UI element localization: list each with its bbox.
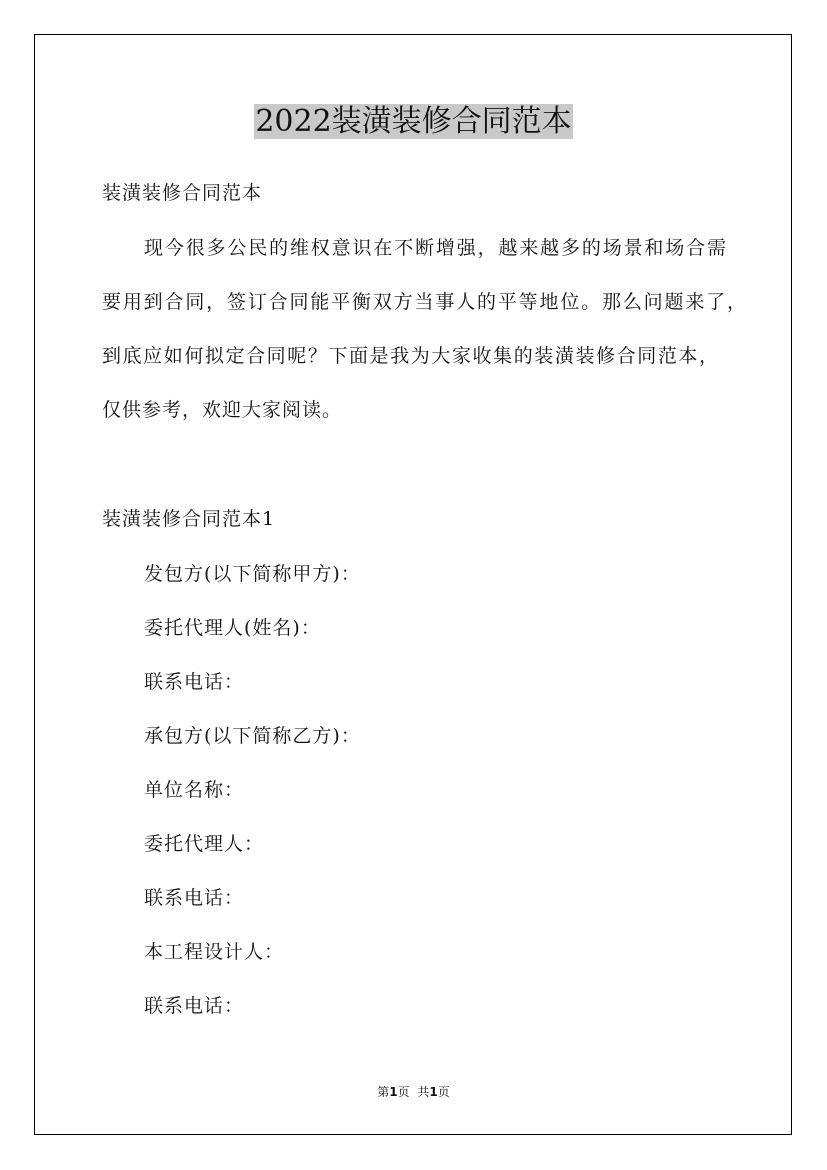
document-title	[0, 100, 827, 144]
intro-line-3: 到底应如何拟定合同呢？下面是我为大家收集的装潢装修合同范本，	[102, 345, 718, 367]
footer-page-total: 1	[429, 1085, 438, 1099]
field-employer: 发包方(以下简称甲方)：	[144, 563, 361, 585]
intro-line-2: 要用到合同，签订合同能平衡双方当事人的平等地位。那么问题来了，	[102, 291, 746, 313]
document-title-text: 2022装潢装修合同范本	[255, 104, 572, 139]
footer-total-prefix: 共	[417, 1085, 430, 1099]
field-contractor-phone: 联系电话：	[144, 887, 245, 909]
field-designer: 本工程设计人：	[144, 941, 285, 963]
field-employer-agent: 委托代理人(姓名)：	[144, 617, 321, 639]
intro-line-1: 现今很多公民的维权意识在不断增强，越来越多的场景和场合需	[144, 237, 726, 259]
field-designer-phone: 联系电话：	[144, 995, 245, 1017]
section-heading: 装潢装修合同范本1	[102, 508, 276, 530]
field-contractor: 承包方(以下简称乙方)：	[144, 725, 361, 747]
field-contractor-agent: 委托代理人：	[144, 833, 265, 855]
field-company-name: 单位名称：	[144, 779, 245, 801]
intro-line-4: 仅供参考，欢迎大家阅读。	[102, 399, 343, 421]
footer-total-suffix: 页	[437, 1085, 450, 1099]
page-footer	[0, 1084, 827, 1100]
document-subtitle: 装潢装修合同范本	[102, 182, 263, 204]
footer-page-current: 1	[389, 1085, 398, 1099]
footer-page-suffix: 页	[397, 1085, 410, 1099]
field-employer-phone: 联系电话：	[144, 671, 245, 693]
footer-page-prefix: 第	[377, 1085, 390, 1099]
